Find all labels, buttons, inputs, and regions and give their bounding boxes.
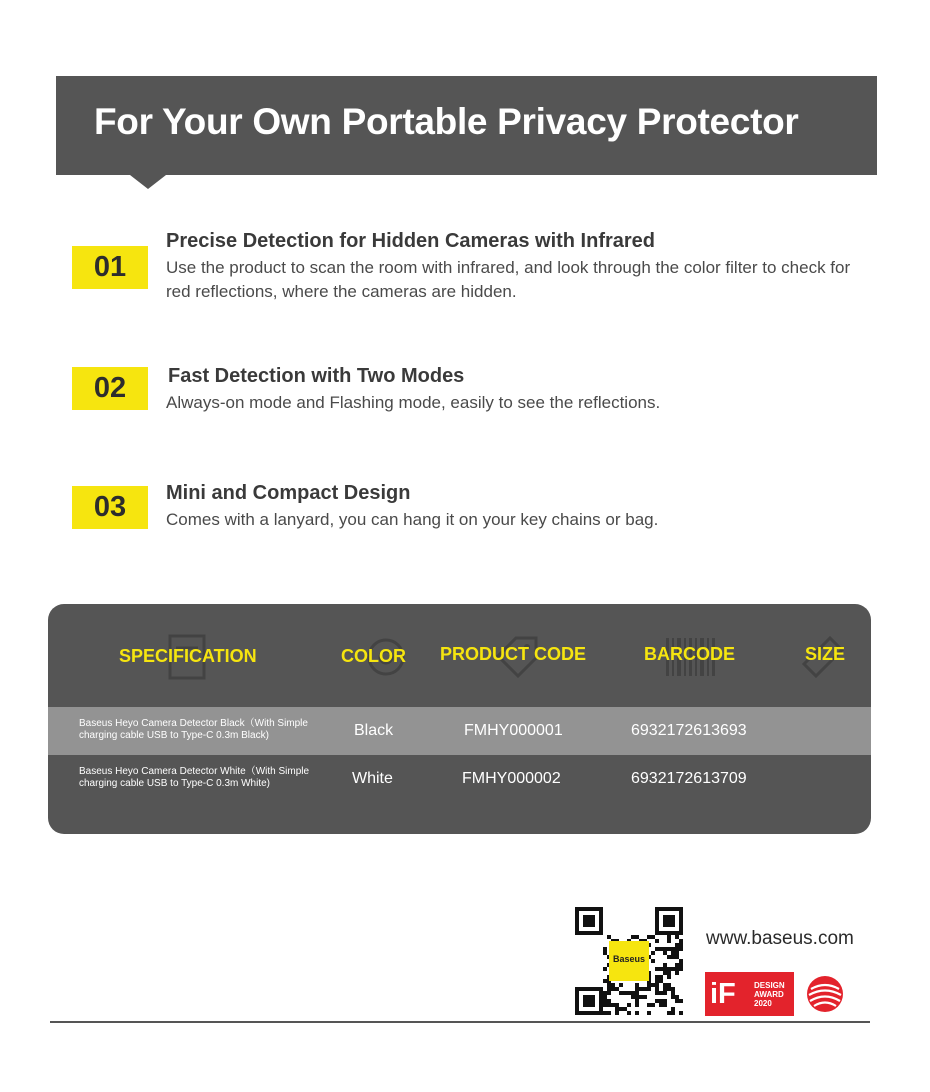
feature-title: Fast Detection with Two Modes	[168, 365, 465, 387]
header-product-code: PRODUCT CODE	[440, 644, 587, 664]
feature-title: Precise Detection for Hidden Cameras with Infrared	[166, 230, 656, 252]
red-dot-award-icon	[806, 975, 844, 1013]
header-size: SIZE	[805, 644, 846, 664]
if-design-award-logo	[705, 972, 794, 1016]
spec-table-header	[48, 604, 871, 707]
page-title: For Your Own Portable Privacy Protector	[94, 101, 799, 142]
header-specification: SPECIFICATION	[119, 646, 257, 666]
qr-brand-logo	[609, 941, 649, 981]
cell-product-code: FMHY000001	[464, 722, 563, 739]
table-row	[48, 755, 871, 803]
table-row	[48, 707, 871, 755]
cell-color: Black	[354, 722, 394, 739]
header-color: COLOR	[341, 646, 406, 666]
cell-barcode: 6932172613693	[631, 722, 747, 739]
if-award-text: DESIGN AWARD 2020	[754, 981, 785, 1008]
cell-product-code: FMHY000002	[462, 770, 561, 787]
header-banner	[56, 76, 877, 175]
if-logo-text: iF	[710, 978, 736, 1010]
feature-description: Always-on mode and Flashing mode, easily to see the reflections.	[166, 393, 661, 412]
feature-title: Mini and Compact Design	[166, 482, 411, 504]
banner-pointer	[130, 175, 166, 189]
footer-divider	[50, 1021, 870, 1023]
cell-specification: Baseus Heyo Camera Detector Black（With Simple charging cable USB to Type-C 0.3m Black)	[79, 718, 308, 741]
spec-table	[48, 604, 871, 834]
website-link[interactable]: www.baseus.com	[706, 928, 854, 949]
feature-number: 02	[93, 372, 127, 404]
feature-number-badge	[72, 367, 148, 410]
feature-number-badge	[72, 486, 148, 529]
qr-code	[575, 907, 683, 1015]
feature-number: 01	[93, 251, 127, 283]
feature-number: 03	[93, 491, 127, 523]
header-barcode: BARCODE	[644, 644, 736, 664]
qr-brand-logo-text: Baseus	[612, 954, 646, 964]
feature-description: Use the product to scan the room with infrared, and look through the color filter to check for red reflections, where the cameras are hidden.	[166, 258, 851, 301]
feature-description: Comes with a lanyard, you can hang it on your key chains or bag.	[166, 510, 659, 529]
cell-barcode: 6932172613709	[631, 770, 747, 787]
cell-specification: Baseus Heyo Camera Detector White（With Simple charging cable USB to Type-C 0.3m White)	[79, 766, 310, 789]
cell-color: White	[352, 770, 393, 787]
feature-number-badge	[72, 246, 148, 289]
